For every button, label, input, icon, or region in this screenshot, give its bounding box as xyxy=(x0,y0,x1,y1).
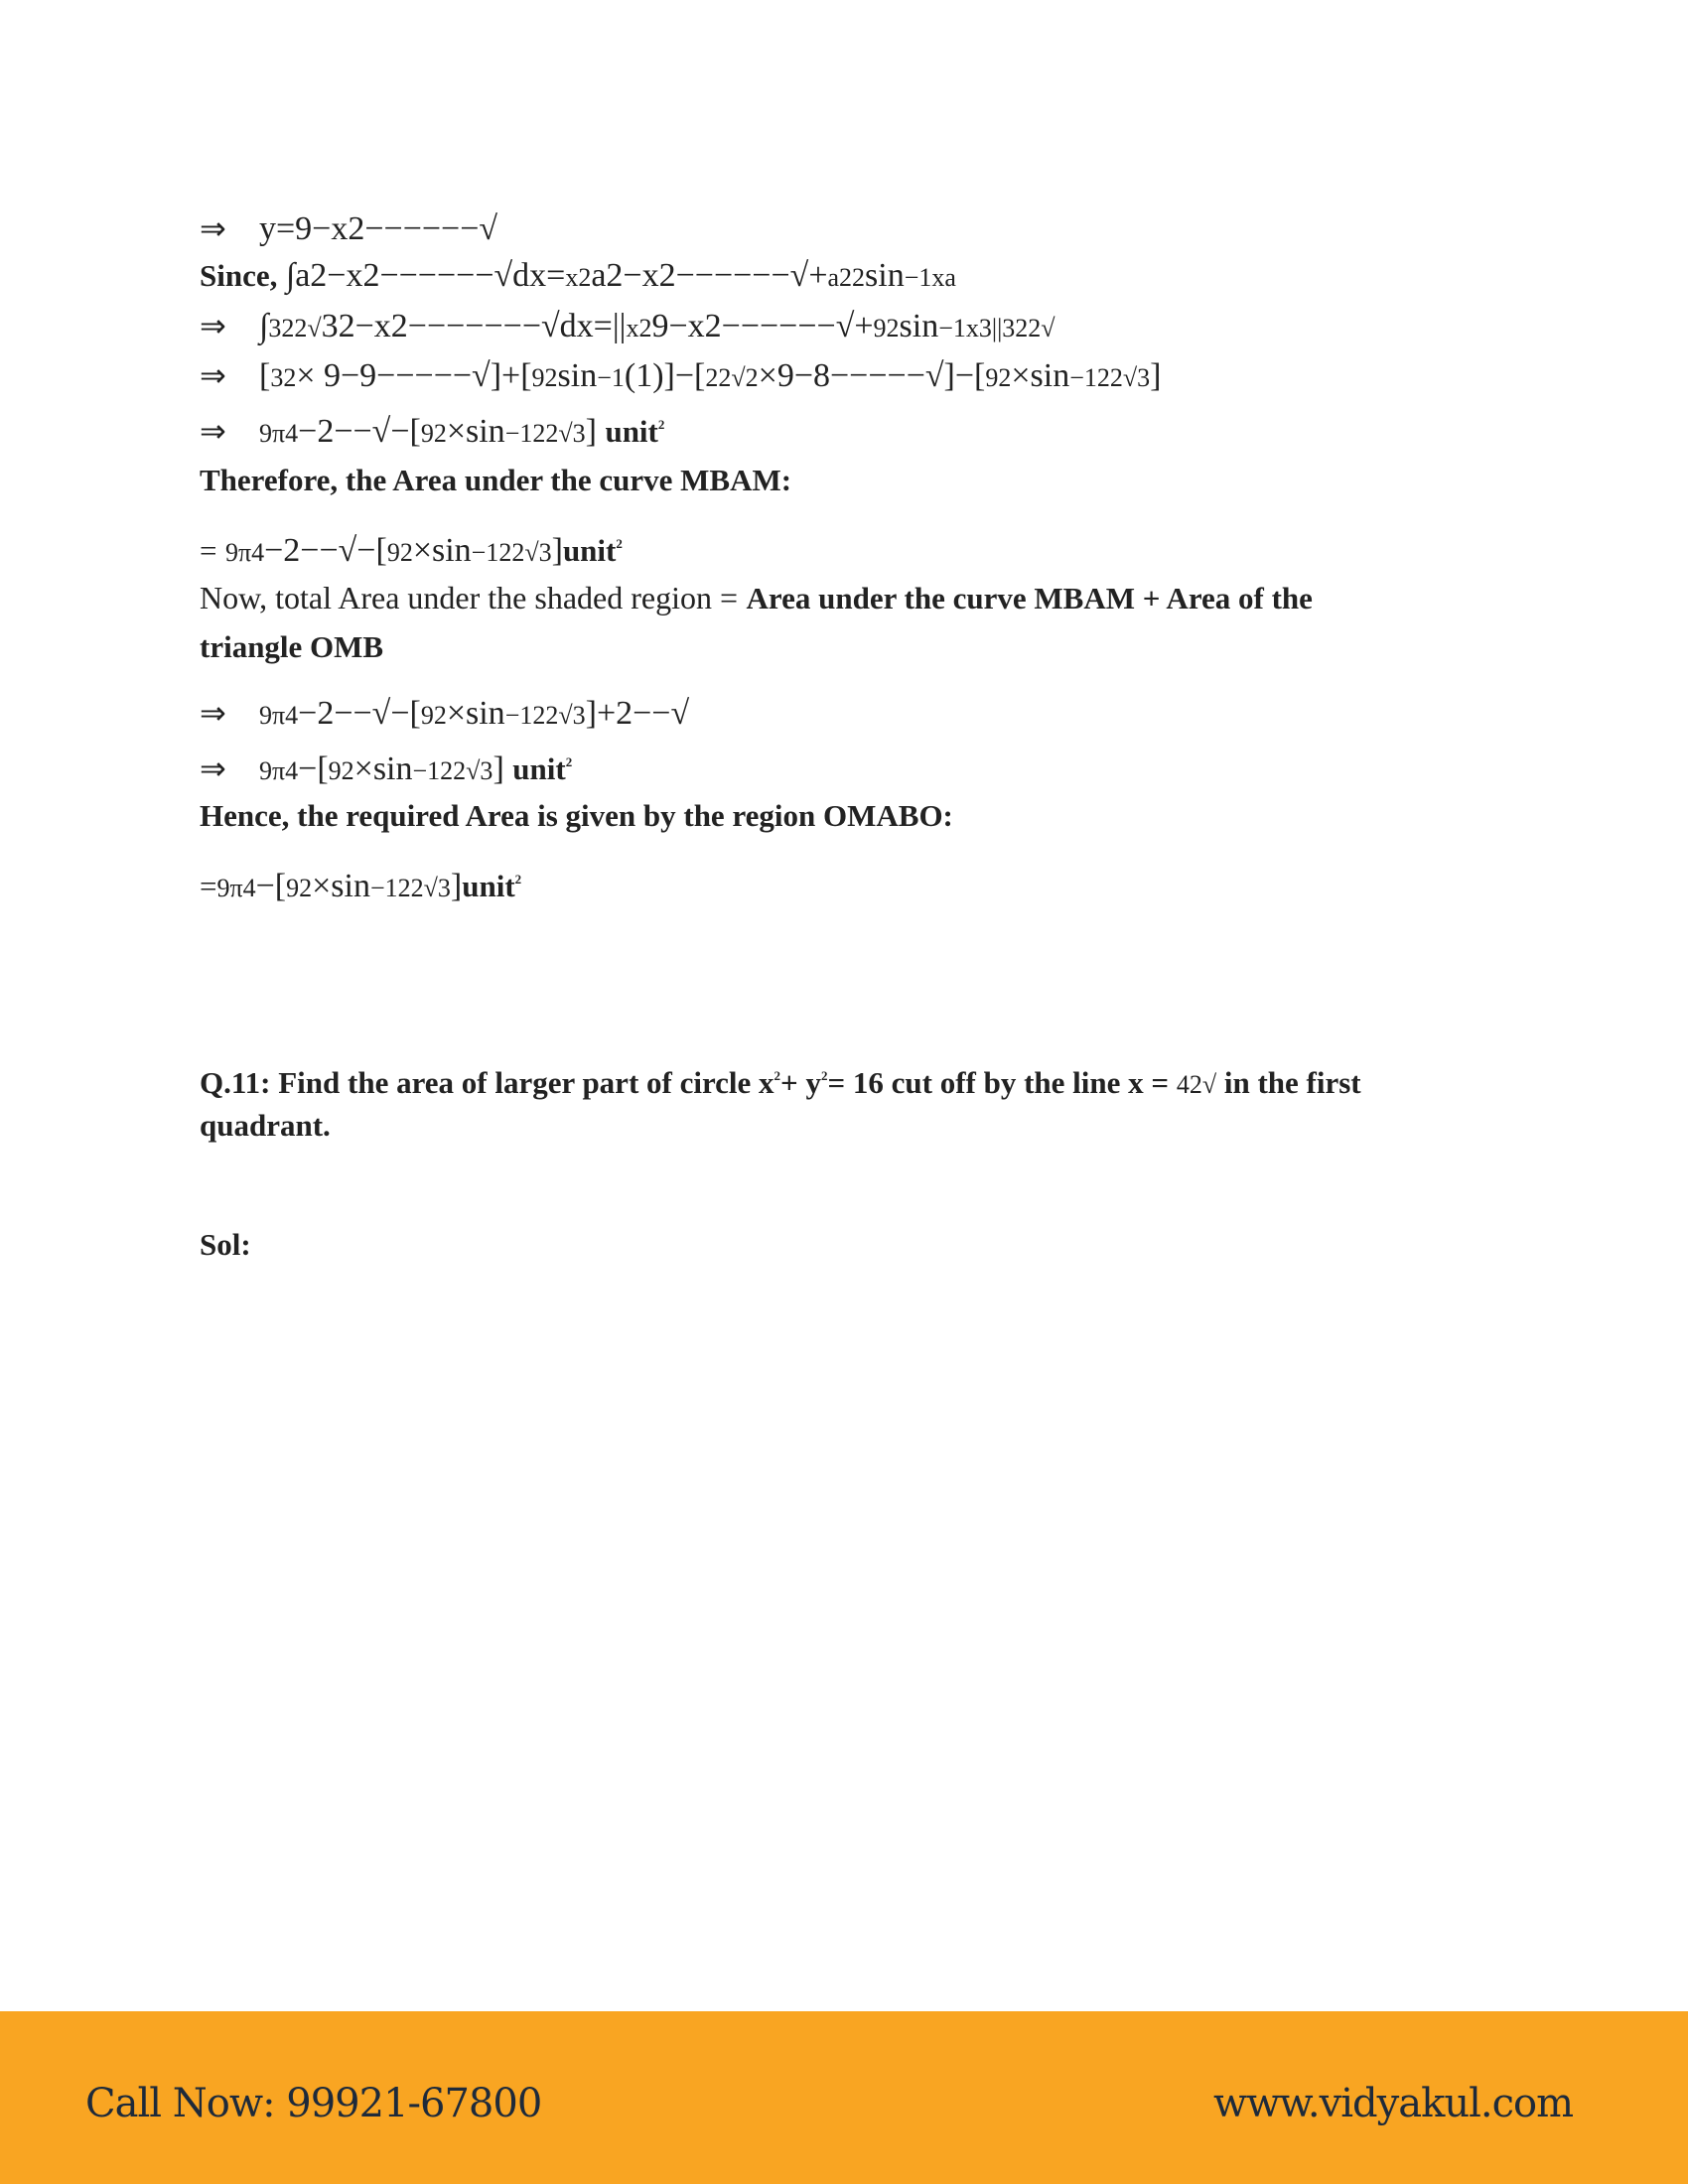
math-text: ×9−8−−−−−√]−[ xyxy=(758,357,986,394)
equation-line-13 xyxy=(200,858,521,910)
math-text: 9−x2−−−−−−√+ xyxy=(651,308,874,344)
math-text: 322√ xyxy=(268,314,322,342)
now-total-line xyxy=(200,576,1313,620)
math-text: x2 xyxy=(626,314,652,342)
implies-arrow: ⇒ xyxy=(200,356,226,394)
question-11-line-2: quadrant. xyxy=(200,1108,331,1143)
math-text: a22 xyxy=(827,263,866,292)
math-text: 9π4 xyxy=(259,701,299,730)
unit-exponent: 2 xyxy=(616,536,623,551)
triangle-omb-text: triangle OMB xyxy=(200,629,384,664)
footer-banner xyxy=(0,2011,1688,2184)
unit-label xyxy=(512,751,572,786)
math-text: 92 xyxy=(286,874,313,902)
math-text: ×sin xyxy=(1011,357,1070,394)
equation-line-10 xyxy=(200,691,689,738)
unit-exponent: 2 xyxy=(565,754,573,769)
equation-line-11 xyxy=(200,741,572,793)
equation-line-3 xyxy=(200,304,1055,350)
math-text: = xyxy=(200,533,217,568)
math-text: ×sin xyxy=(353,751,413,787)
math-text: 92 xyxy=(386,538,413,567)
math-text: ×sin xyxy=(312,868,370,904)
math-text: ×sin xyxy=(446,695,505,732)
unit-text: unit xyxy=(605,414,658,449)
math-text: 9π4 xyxy=(259,756,299,785)
math-text: 92 xyxy=(328,756,354,785)
call-now-text: Call Now: 99921-67800 xyxy=(85,2081,542,2126)
math-text: ∫a2−x2−−−−−−√dx= xyxy=(285,257,566,294)
implies-arrow: ⇒ xyxy=(200,750,226,787)
unit-text: unit xyxy=(462,869,515,903)
implies-arrow: ⇒ xyxy=(200,694,226,732)
math-text: ] xyxy=(551,532,563,569)
implies-arrow: ⇒ xyxy=(200,412,226,450)
math-text: −2−−√−[ xyxy=(298,413,421,450)
math-text: −122√3 xyxy=(504,419,586,448)
math-text: −122√3 xyxy=(412,756,493,785)
equation-line-1 xyxy=(200,206,497,251)
math-text: −122√3 xyxy=(471,538,552,567)
math-text: = xyxy=(200,869,217,903)
math-text: × 9−9−−−−−√]+[ xyxy=(296,357,532,394)
math-text: sin xyxy=(899,308,939,344)
implies-arrow: ⇒ xyxy=(200,209,226,247)
math-text: −1 xyxy=(597,363,625,392)
math-text: 92 xyxy=(531,363,558,392)
math-text: 92 xyxy=(873,314,900,342)
math-text: 32−x2−−−−−−−√dx=|| xyxy=(321,308,627,344)
question-text: + y xyxy=(780,1065,821,1100)
math-text: 92 xyxy=(420,701,447,730)
math-text: −2−−√−[ xyxy=(264,532,387,569)
math-text: [ xyxy=(259,357,271,394)
solution-label: Sol: xyxy=(200,1227,251,1262)
math-text: y=9−x2−−−−−−√ xyxy=(259,210,498,247)
math-text: 32 xyxy=(270,363,297,392)
website-link[interactable]: www.vidyakul.com xyxy=(1212,2081,1573,2126)
math-text: −2−−√−[ xyxy=(298,695,421,732)
math-text: ] xyxy=(1150,357,1162,394)
math-text: −122√3 xyxy=(369,874,451,902)
math-text: ]+2−−√ xyxy=(585,695,690,732)
unit-label xyxy=(563,533,623,568)
math-text: ] xyxy=(585,413,597,450)
math-text: −1x3||322√ xyxy=(938,314,1055,342)
math-text: −122√3 xyxy=(504,701,586,730)
question-11-line-1 xyxy=(200,1054,1361,1107)
unit-exponent: 2 xyxy=(514,872,522,887)
math-text: 9π4 xyxy=(259,419,299,448)
question-text: = 16 cut off by the line x = xyxy=(827,1065,1170,1100)
exponent: 2 xyxy=(774,1068,781,1083)
exponent: 2 xyxy=(820,1068,828,1083)
math-text: 92 xyxy=(420,419,447,448)
question-text: in the first xyxy=(1223,1065,1361,1100)
math-text: ×sin xyxy=(412,532,472,569)
implies-arrow: ⇒ xyxy=(200,307,226,344)
math-text: sin xyxy=(557,357,598,394)
math-text: 22√2 xyxy=(705,363,759,392)
math-text: a2−x2−−−−−−√+ xyxy=(591,257,828,294)
question-text: Q.11: Find the area of larger part of circle x xyxy=(200,1065,774,1100)
unit-text: unit xyxy=(562,533,617,568)
math-text: 42√ xyxy=(1176,1070,1217,1099)
unit-text: unit xyxy=(512,751,566,786)
unit-label xyxy=(605,414,664,449)
math-text: 9π4 xyxy=(216,874,256,902)
math-text: −122√3 xyxy=(1069,363,1151,392)
bold-text: Area under the curve MBAM + Area of the xyxy=(746,581,1313,615)
math-text: (1)]−[ xyxy=(624,357,706,394)
plain-text: Now, total Area under the shaded region = xyxy=(200,580,739,615)
math-text: −[ xyxy=(255,868,287,904)
math-text: x2 xyxy=(565,263,592,292)
since-label: Since, xyxy=(200,258,278,293)
math-text: ∫ xyxy=(259,308,269,344)
math-text: 9π4 xyxy=(224,538,265,567)
equation-line-7 xyxy=(200,522,623,575)
math-text: sin xyxy=(865,257,905,294)
equation-line-2 xyxy=(200,254,956,300)
unit-exponent: 2 xyxy=(657,417,665,432)
math-text: −[ xyxy=(298,751,329,787)
math-text: ] xyxy=(450,868,463,904)
math-text: ] xyxy=(492,751,504,787)
math-text: −1xa xyxy=(904,263,956,292)
equation-line-5 xyxy=(200,403,664,456)
unit-label xyxy=(462,869,521,903)
equation-line-4 xyxy=(200,353,1161,400)
hence-heading: Hence, the required Area is given by the region OMABO: xyxy=(200,798,953,833)
math-text: 92 xyxy=(985,363,1012,392)
math-text: ×sin xyxy=(446,413,505,450)
therefore-heading: Therefore, the Area under the curve MBAM: xyxy=(200,463,792,497)
